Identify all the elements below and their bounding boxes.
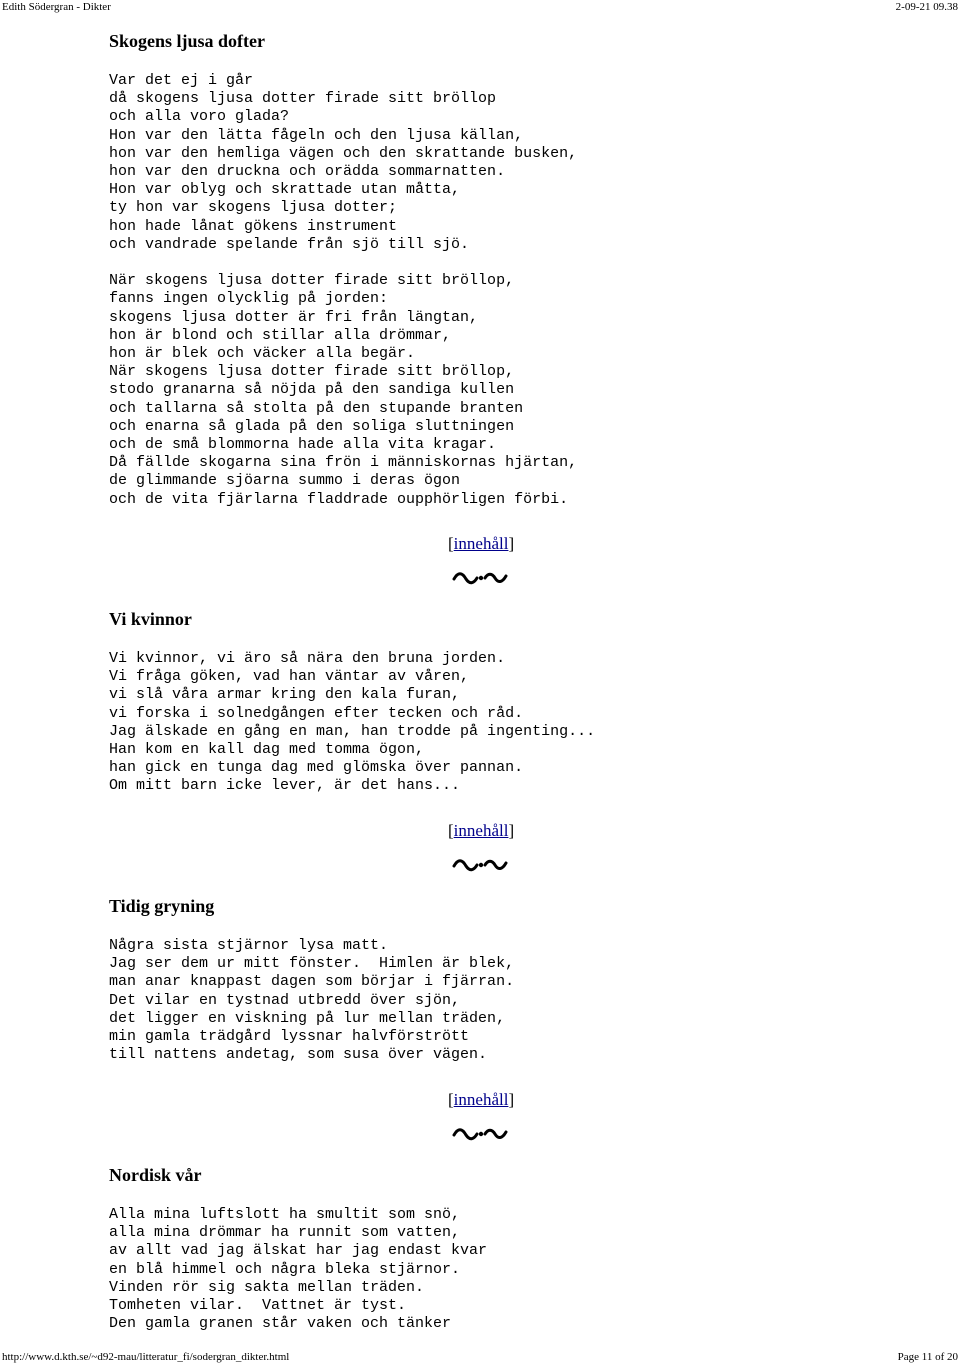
ornament-divider-icon: [452, 855, 508, 875]
poem-title: Skogens ljusa dofter: [109, 31, 266, 51]
toc-link-text[interactable]: innehåll: [453, 821, 509, 840]
poem-tidig-gryning: [109, 895, 929, 1064]
poem-text: Vi kvinnor, vi äro så nära den bruna jorden. Vi fråga göken, vad han väntar av våren, vi slå våra armar kring den kala furan, vi forska i solnedgången efter tecken och råd. Jag älskade en gång en man, han trodde på ingenting... Han kom en kall dag med tomma ögon, han gick en tunga dag med glömska över pannan. Om mitt barn icke lever, är det hans...: [109, 650, 596, 795]
ornament-divider-icon: [452, 568, 508, 588]
poem-vi-kvinnor: [109, 608, 929, 796]
toc-link-text[interactable]: innehåll: [453, 534, 509, 553]
poem-text: Några sista stjärnor lysa matt. Jag ser dem ur mitt fönster. Himlen är blek, man anar knappast dagen som börjar i fjärran. Det vilar en tystnad utbredd över sjön, det ligger en viskning på lur mellan träden, min gamla trädgård lyssnar halvförstrött till nattens andetag, som susa över vägen.: [109, 937, 515, 1064]
page-url: http://www.d.kth.se/~d92-mau/litteratur_fi/sodergran_dikter.html: [2, 1351, 290, 1363]
page-number: Page 11 of 20: [897, 1351, 958, 1363]
poem-title: Tidig gryning: [109, 896, 215, 916]
document-title: Edith Södergran - Dikter: [2, 1, 111, 13]
toc-link[interactable]: [innehåll]: [448, 534, 515, 553]
print-datetime: 2-09-21 09.38: [895, 1, 958, 13]
poem-title: Vi kvinnor: [109, 609, 192, 629]
poem-text: Var det ej i går då skogens ljusa dotter firade sitt bröllop och alla voro glada? Hon var den lätta fågeln och den ljusa källan, hon var den hemliga vägen och den skrattande busken, hon var den druckna och orädda sommarnatten. Hon var oblyg och skrattade utan måtta, ty hon var skogens ljusa dotter; hon hade lånat gökens instrument och vandrade spelande från sjö till sjö. När skogens ljusa dotter firade sitt bröllop, fanns ingen olycklig på jorden: skogens ljusa dotter är fri från längtan, hon är blond och stillar alla drömmar, hon är blek och väcker alla begär. När skogens ljusa dotter firade sitt bröllop, stodo granarna så nöjda på den sandiga kullen och tallarna så stolta på den stupande branten och enarna så glada på den soliga sluttningen och de små blommorna hade alla vita kragar. Då fällde skogarna sina frön i människornas hjärtan, de glimmande sjöarna summo i deras ögon och de vita fjärlarna fladdrade oupphörligen förbi.: [109, 72, 578, 508]
poem-text: Alla mina luftslott ha smultit som snö, alla mina drömmar ha runnit som vatten, av allt vad jag älskat har jag endast kvar en blå himmel och några bleka stjärnor. Vinden rör sig sakta mellan träden. Tomheten vilar. Vattnet är tyst. Den gamla granen står vaken och tänker: [109, 1206, 488, 1333]
ornament-divider-icon: [452, 1124, 508, 1144]
poem-skogens-ljusa-dofter: [109, 30, 929, 509]
poem-title: Nordisk vår: [109, 1165, 202, 1185]
toc-link-text[interactable]: innehåll: [453, 1090, 509, 1109]
toc-link[interactable]: [innehåll]: [448, 1090, 515, 1109]
toc-link[interactable]: [innehåll]: [448, 821, 515, 840]
poem-nordisk-var: [109, 1164, 929, 1333]
print-header: [0, 0, 960, 14]
print-footer: [0, 1350, 960, 1364]
